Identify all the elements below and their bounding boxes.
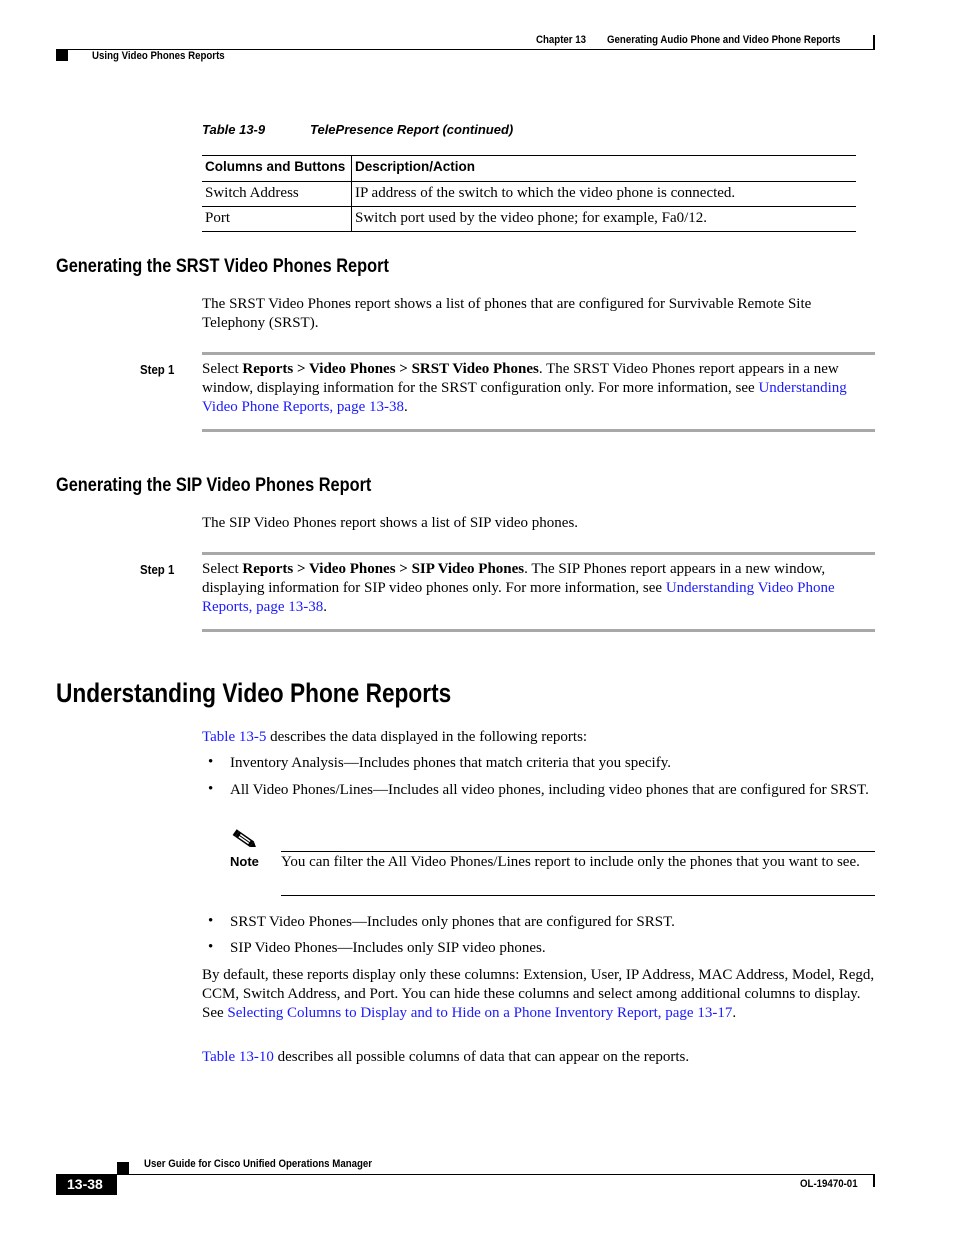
understanding-intro	[202, 728, 875, 747]
footer-tick	[873, 1174, 875, 1187]
table-header-row	[202, 156, 856, 182]
table-header-cell: Description/Action	[352, 156, 857, 182]
table-cell: Switch port used by the video phone; for example, Fa0/12.	[352, 207, 857, 232]
sip-heading: Generating the SIP Video Phones Report	[56, 475, 372, 496]
table-13-10-link[interactable]: Table 13-10	[202, 1049, 274, 1065]
sip-step-text	[202, 560, 875, 617]
srst-intro: The SRST Video Phones report shows a list of phones that are configured for Survivable Remote Site Telephony (SRST).	[202, 296, 812, 331]
list-item: Inventory Analysis—Includes phones that match criteria that you specify.	[230, 755, 671, 771]
srst-step-rule-bottom	[202, 429, 875, 432]
header-chapter: Chapter 13	[536, 34, 587, 46]
default-text: By default, these reports display only these columns: Extension, User, IP Address, MAC Address, Model, Regd, CCM, Switch Address, and Port. You can hide these columns and select among additional columns to display. See	[202, 967, 875, 1021]
note-pencil-icon	[232, 829, 258, 851]
table-caption-number: Table 13-9	[202, 122, 266, 137]
table-cell: Switch Address	[202, 182, 352, 207]
footer-doc-number: OL-19470-01	[800, 1178, 858, 1190]
bullet-marker: •	[208, 754, 214, 770]
footer-guide-title: User Guide for Cisco Unified Operations Manager	[144, 1158, 373, 1170]
srst-heading: Generating the SRST Video Phones Report	[56, 256, 389, 277]
page-number-box	[56, 1174, 117, 1195]
srst-step-rule-top	[202, 352, 875, 355]
understanding-heading: Understanding Video Phone Reports	[56, 678, 452, 708]
step-menu-path: Reports > Video Phones > SIP Video Phones	[242, 561, 525, 577]
sip-step-rule-top	[202, 552, 875, 555]
intro-text: describes the data displayed in the following reports:	[266, 729, 588, 745]
list-item: All Video Phones/Lines—Includes all video phones, including video phones that are configured for SRST.	[230, 782, 869, 798]
table-13-5-link[interactable]: Table 13-5	[202, 729, 267, 745]
note-label: Note	[230, 854, 259, 869]
step-text-pre: Select	[202, 561, 243, 577]
header-block	[56, 49, 68, 61]
bullet-marker: •	[208, 913, 214, 929]
step-text-pre: Select	[202, 361, 243, 377]
footer-block	[117, 1162, 129, 1174]
note-text: You can filter the All Video Phones/Lines report to include only the phones that you want to see.	[281, 854, 860, 870]
table-row	[202, 182, 856, 207]
sip-understanding-link[interactable]: Understanding Video Phone Reports, page 13-38	[202, 580, 835, 615]
note-rule-top	[281, 851, 875, 852]
step-text-post: . The SRST Video Phones report appears in a new window, displaying information for the SRST configuration only. For more information, see	[202, 361, 839, 396]
table-row	[202, 207, 856, 232]
last-text: describes all possible columns of data that can appear on the reports.	[273, 1049, 690, 1065]
sip-step-label: Step 1	[140, 562, 175, 577]
default-columns-paragraph	[202, 966, 875, 1023]
bullet-marker: •	[208, 781, 214, 797]
list-item: SRST Video Phones—Includes only phones that are configured for SRST.	[230, 914, 675, 930]
table-header-cell: Columns and Buttons	[202, 156, 352, 182]
note-rule-bottom	[281, 895, 875, 896]
footer-rule	[117, 1174, 875, 1175]
telepresence-table	[202, 155, 856, 232]
header-chapter-title: Generating Audio Phone and Video Phone Reports	[607, 34, 841, 46]
table-cell: IP address of the switch to which the video phone is connected.	[352, 182, 857, 207]
step-text-end: .	[403, 399, 408, 415]
last-paragraph	[202, 1048, 875, 1067]
table-caption-title: TelePresence Report (continued)	[310, 122, 514, 137]
srst-step-label: Step 1	[140, 362, 175, 377]
step-text-end: .	[323, 599, 327, 615]
list-item: SIP Video Phones—Includes only SIP video phones.	[230, 940, 546, 956]
srst-understanding-link[interactable]: Understanding Video Phone Reports, page 13-38	[202, 380, 847, 415]
step-text-post: . The SIP Phones report appears in a new window, displaying information for SIP video phones only. For more information, see	[202, 561, 826, 596]
srst-step-text	[202, 360, 875, 417]
step-menu-path: Reports > Video Phones > SRST Video Phones	[242, 361, 539, 377]
header-tick	[873, 35, 875, 50]
default-end: .	[732, 1005, 737, 1021]
sip-intro: The SIP Video Phones report shows a list of SIP video phones.	[202, 515, 579, 531]
selecting-columns-link[interactable]: Selecting Columns to Display and to Hide on a Phone Inventory Report, page 13-17	[227, 1005, 733, 1021]
table-cell: Port	[202, 207, 352, 232]
header-section: Using Video Phones Reports	[92, 50, 225, 62]
bullet-marker: •	[208, 939, 214, 955]
sip-step-rule-bottom	[202, 629, 875, 632]
page-number: 13-38	[67, 1176, 103, 1192]
